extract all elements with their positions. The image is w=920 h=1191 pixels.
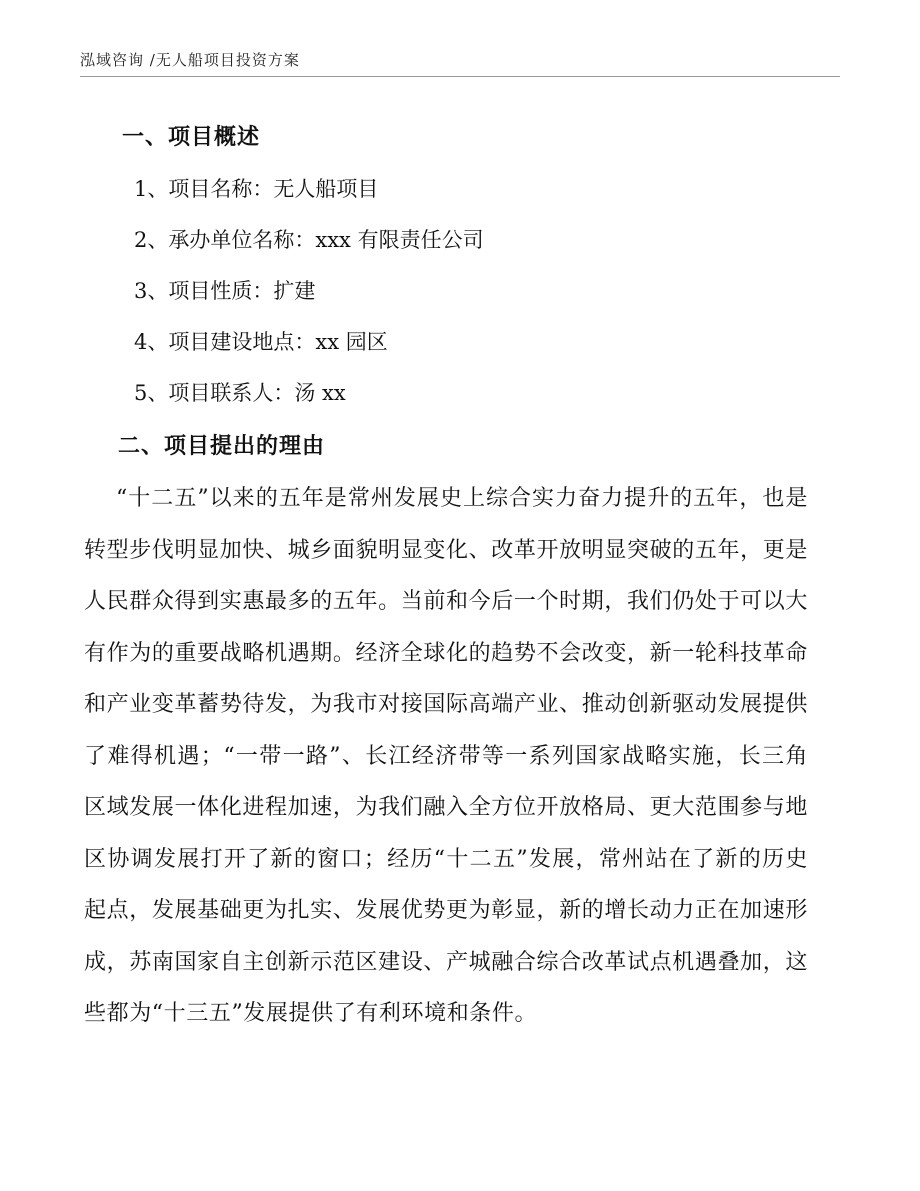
body-paragraph: “十二五”以来的五年是常州发展史上综合实力奋力提升的五年，也是转型步伐明显加快、城乡面貌明显变化、改革开放明显突破的五年，更是人民群众得到实惠最多的五年。当前和今后一个时期，我们仍处于可以大有作为的重要战略机遇期。经济全球化的趋势不会改变，新一轮科技革命和产业变革蓄势待发，为我市对接国际高端产业、推动创新驱动发展提供了难得机遇；“一带一路”、长江经济带等一系列国家战略实施，长三角区域发展一体化进程加速，为我们融入全方位开放格局、更大范围参与地区协调发展打开了新的窗口；经历“十二五”发展，常州站在了新的历史起点，发展基础更为扎实、发展优势更为彰显，新的增长动力正在加速形成，苏南国家自主创新示范区建设、产城融合综合改革试点机遇叠加，这些都为“十三五”发展提供了有利环境和条件。	[84, 486, 808, 1026]
info-item-organizer: 2、承办单位名称：xxx 有限责任公司	[134, 228, 484, 252]
section-heading-overview: 一、项目概述	[122, 125, 261, 150]
info-item-contact: 5、项目联系人：汤 xx	[134, 381, 346, 405]
info-item-location: 4、项目建设地点：xx 园区	[134, 330, 388, 354]
info-item-project-nature: 3、项目性质：扩建	[134, 279, 316, 303]
info-item-project-name: 1、项目名称：无人船项目	[134, 177, 379, 201]
header-divider	[80, 76, 840, 77]
document-body	[84, 112, 808, 1040]
section-heading-reason: 二、项目提出的理由	[118, 434, 326, 459]
page-header: 泓域咨询 /无人船项目投资方案	[80, 51, 300, 69]
